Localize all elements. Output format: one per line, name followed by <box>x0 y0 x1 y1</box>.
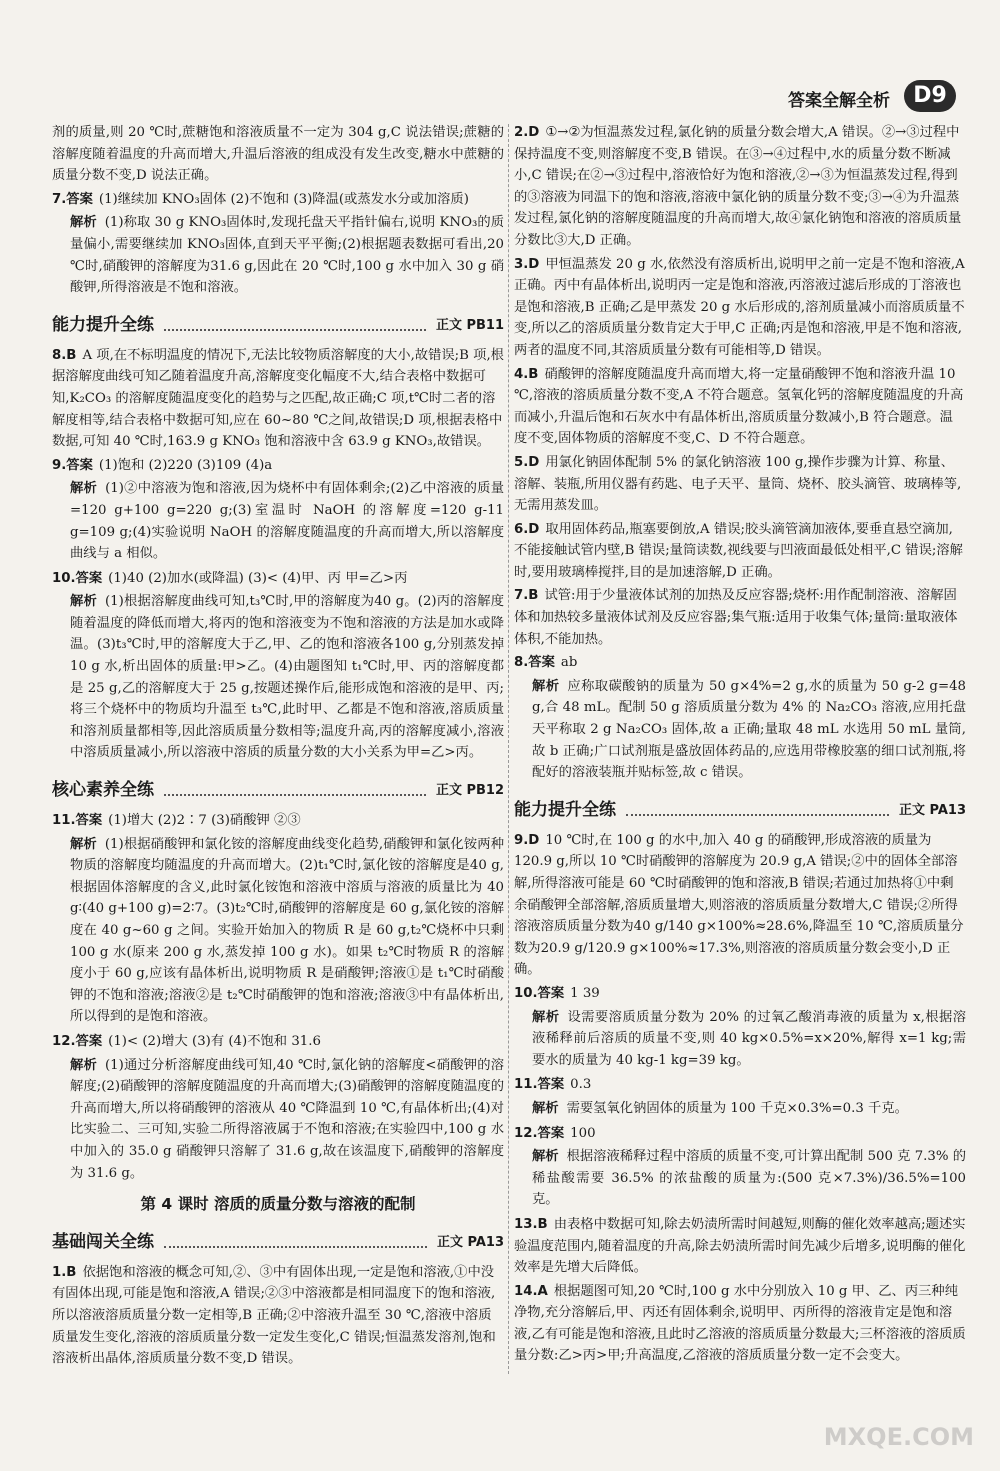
question-13r <box>514 1214 966 1279</box>
section-rule <box>626 814 889 816</box>
question-14r <box>514 1281 966 1367</box>
section-title: 基础闯关全练 <box>52 1232 154 1253</box>
question-number: 11.答案 <box>52 813 103 829</box>
paragraph-continuation: 剂的质量,则 20 ℃时,蔗糖饱和溶液质量不一定为 304 g,C 说法错误;蔗糖的溶解度随着温度的升高而增大,升温后溶液的组成没有发生改变,糖水中蔗糖的质量分数不变,D 说法正确。 <box>52 125 504 184</box>
question-number: 5.D <box>514 454 540 470</box>
question-text: 试管:用于少量液体试剂的加热及反应容器;烧杯:用作配制溶液、溶解固体和加热较多量液体试剂及反应容器;集气瓶:适用于收集气体;量筒:量取液体体积,不能加热。 <box>514 588 958 647</box>
section-title: 能力提升全练 <box>514 800 616 821</box>
left-column <box>52 122 504 1372</box>
explanation <box>52 1055 504 1185</box>
question-7r <box>514 585 966 650</box>
explanation-text: 根据溶液稀释过程中溶质的质量不变,可计算出配制 500 克 7.3% 的稀盐酸需要 36.5% 的浓盐酸的质量为:(500 克×7.3%)/36.5%=100 克。 <box>532 1149 967 1208</box>
section-rule <box>164 329 426 331</box>
question-number: 13.B <box>514 1216 548 1232</box>
page-header <box>0 0 1000 110</box>
question-11r <box>514 1074 966 1096</box>
section-ref: 正文 PA13 <box>436 1235 504 1251</box>
explanation-text: (1)根据硝酸钾和氯化铵的溶解度曲线变化趋势,硝酸钾和氯化铵两种物质的溶解度均随温度的升高而增大。(2)t₁℃时,氯化铵的溶解度是40 g,根据固体溶解度的含义,此时氯化铵饱和溶液中溶质与溶液的质量比为 40 g∶(40 g+100 g)=2∶7。(3)t₂℃时,硝酸钾的溶解度是 60 g,氯化铵的溶解度在 40 g~60 g 之间。实验开始加入的物质 R 是 60 g,t₂℃烧杯中只剩 100 g 水(原来 200 g 水,蒸发掉 100 g 水)。如果 t₂℃时物质 R 的溶解度小于 60 g,应该有晶体析出,说明物质 R 是硝酸钾;溶液①是 t₁℃时硝酸钾的不饱和溶液;溶液②是 t₂℃时硝酸钾的饱和溶液;溶液③中有晶体析出,所以得到的是饱和溶液。 <box>70 836 505 1025</box>
explanation-tag: 解析 <box>532 1100 559 1116</box>
column-divider <box>508 124 509 1374</box>
section-title: 核心素养全练 <box>52 780 154 801</box>
question-number: 1.B <box>52 1264 77 1280</box>
header-title: 答案全解全析 <box>788 91 890 111</box>
question-number: 3.D <box>514 256 540 272</box>
question-text: 硝酸钾的溶解度随温度升高而增大,将一定量硝酸钾不饱和溶液升温 10 ℃,溶液的溶质质量分数不变,A 不符合题意。氢氧化钙的溶解度随温度的升高而减小,升温后饱和石灰水中有晶体析出,溶质质量分数减小,B 符合题意。温度不变,固体物质的溶解度不变,C、D 不符合题意。 <box>514 366 964 447</box>
explanation-tag: 解析 <box>532 1149 559 1165</box>
question-number: 6.D <box>514 521 540 537</box>
question-9 <box>52 455 504 477</box>
explanation-tag: 解析 <box>532 1009 560 1025</box>
question-number: 9.D <box>514 832 540 848</box>
question-text: ①→②为恒温蒸发过程,氯化钠的质量分数会增大,A 错误。②→③过程中保持温度不变,则溶解度不变,B 错误。在③→④过程中,水的质量分数不断减小,C 错误;在②→③过程中,溶液恰好为饱和溶液,②→③为恒温蒸发过程,得到的③溶液为同温下的饱和溶液,溶液中氯化钠的质量分数不变;③→④为升温蒸发过程,氯化钠的溶解度随温度的升高而增大,故④氯化钠饱和溶液的溶质质量分数比③大,D 正确。 <box>514 125 962 248</box>
explanation-tag: 解析 <box>70 481 98 497</box>
question-number: 8.答案 <box>514 655 555 671</box>
explanation <box>52 834 504 1028</box>
question-text: 10 ℃时,在 100 g 的水中,加入 40 g 的硝酸钾,形成溶液的质量为 120.9 g,所以 10 ℃时硝酸钾的溶解度为 20.9 g,A 错误;②中的固体全部溶解,所得溶液可能是 60 ℃时硝酸钾的饱和溶液,B 错误;若通过加热将①中剩余硝酸钾全部溶解,溶质质量增大,则溶液的溶质质量分数增大,C 错误;②所得溶液溶质质量分数为40 g/140 g×100%≈28.6%,降温至 10 ℃,溶质质量分数为20.9 g/120.9 g×100%≈17.3%,则溶液的溶质质量分数会变小,D 正确。 <box>514 832 964 978</box>
question-number: 9.答案 <box>52 457 93 473</box>
explanation <box>52 478 504 564</box>
question-number: 12.答案 <box>52 1033 103 1049</box>
explanation-tag: 解析 <box>70 1057 97 1073</box>
explanation-tag: 解析 <box>70 594 97 610</box>
question-12 <box>52 1031 504 1053</box>
question-number: 14.A <box>514 1283 548 1299</box>
explanation-text: 设需要溶质质量分数为 20% 的过氧乙酸消毒液的质量为 x,根据溶液稀释前后溶质的质量不变,则 40 kg×0.5%=x×20%,解得 x=1 kg;需要水的质量为 40 kg-1 kg=39 kg。 <box>532 1009 966 1068</box>
question-number: 11.答案 <box>514 1077 565 1093</box>
question-12r <box>514 1123 966 1145</box>
question-number: 7.B <box>514 588 539 604</box>
explanation <box>514 1007 966 1072</box>
watermark-logo <box>774 1371 974 1451</box>
question-8r <box>514 652 966 674</box>
question-8 <box>52 345 504 453</box>
question-7 <box>52 189 504 211</box>
lesson-title: 第 4 课时 溶质的质量分数与溶液的配制 <box>140 1195 416 1214</box>
explanation-text: 需要氢氧化钠固体的质量为 100 千克×0.3%=0.3 千克。 <box>566 1100 908 1116</box>
answer-text: (1)40 (2)加水(或降温) (3)< (4)甲、丙 甲=乙>丙 <box>108 570 408 586</box>
question-text: 用氯化钠固体配制 5% 的氯化钠溶液 100 g,操作步骤为计算、称量、溶解、装瓶,所用仪器有药匙、电子天平、量筒、烧杯、胶头滴管、玻璃棒等,无需用蒸发皿。 <box>514 454 962 514</box>
section-heading <box>52 776 504 802</box>
question-4 <box>514 364 966 450</box>
answer-text: 1 39 <box>570 985 600 1001</box>
answer-text: (1)< (2)增大 (3)有 (4)不饱和 31.6 <box>108 1033 321 1049</box>
question-5 <box>514 452 966 517</box>
explanation-text: (1)根据溶解度曲线可知,t₃℃时,甲的溶解度为40 g。(2)丙的溶解度随着温度的降低而增大,将丙的饱和溶液变为不饱和溶液的方法是加水或降温。(3)t₃℃时,甲的溶解度大于乙,甲、乙的饱和溶液各100 g,分别蒸发掉10 g 水,析出固体的质量:甲>乙。(4)由题图知 t₁℃时,甲、丙的溶解度都是 25 g,乙的溶解度大于 25 g,按题述操作后,能形成饱和溶液的是甲、丙;将三个烧杯中的物质均升温至 t₃℃,此时甲、乙都是不饱和溶液,溶质质量和溶剂质量都相等,因此溶质质量分数相等;温度升高,丙的溶解度减小,溶液中溶质质量减小,所以溶液中溶质的质量分数的大小关系为甲=乙>丙。 <box>70 594 504 761</box>
explanation-text: (1)通过分析溶解度曲线可知,40 ℃时,氯化钠的溶解度<硝酸钾的溶解度;(2)硝酸钾的溶解度随温度的升高而增大;(3)硝酸钾的溶解度随温度的升高而增大,所以将硝酸钾的溶液从 40 ℃降温到 10 ℃,有晶体析出;(4)对比实验二、三可知,实验二所得溶液属于不饱和溶液;在实验四中,100 g 水中加入的 35.0 g 硝酸钾只溶解了 31.6 g,故在该温度下,硝酸钾的溶解度为 31.6 g。 <box>70 1057 504 1181</box>
question-3 <box>514 254 966 362</box>
explanation-tag: 解析 <box>70 215 97 231</box>
answer-text: (1)继续加 KNO₃固体 (2)不饱和 (3)降温(或蒸发水分或加溶质) <box>98 191 469 207</box>
question-11 <box>52 810 504 832</box>
explanation-text: (1)②中溶液为饱和溶液,因为烧杯中有固体剩余;(2)乙中溶液的质量=120 g+100 g=220 g;(3)室温时 NaOH 的溶解度=120 g-11 g=109 g;(4)实验说明 NaOH 的溶解度随温度的升高而增大,所以溶解度曲线与 a 相似。 <box>70 481 504 562</box>
question-number: 10.答案 <box>514 985 565 1001</box>
section-ref: 正文 PB11 <box>435 318 504 334</box>
answer-text: 100 <box>570 1125 596 1141</box>
section-ref: 正文 PA13 <box>898 803 966 819</box>
section-heading <box>52 1228 504 1254</box>
question-9r <box>514 830 966 981</box>
question-text: 由表格中数据可知,除去奶渍所需时间越短,则酶的催化效率越高;题述实验温度范围内,随着温度的升高,除去奶渍所需时间先减少后增多,说明酶的催化效率是先增大后降低。 <box>514 1216 966 1276</box>
page-number-badge: D9 <box>904 80 956 112</box>
answer-text: (1)增大 (2)2∶7 (3)硝酸钾 ②③ <box>108 813 301 829</box>
section-heading <box>52 311 504 337</box>
explanation <box>52 212 504 298</box>
question-number: 8.B <box>52 347 77 363</box>
explanation <box>514 1146 966 1211</box>
explanation <box>514 676 966 784</box>
question-text: A 项,在不标明温度的情况下,无法比较物质溶解度的大小,故错误;B 项,根据溶解度曲线可知乙随着温度升高,溶解度变化幅度不大,结合表格中数据可知,K₂CO₃ 的溶解度随温度变化的趋势与之匹配,故正确;C 项,t℃时二者的溶解度相等,结合表格中数据可知,应在 60~80 ℃之间,故错误;D 项,根据表格中数据,可知 40 ℃时,163.9 g KNO₃ 饱和溶液中含 63.9 g KNO₃,故错误。 <box>52 347 504 450</box>
explanation-tag: 解析 <box>70 836 97 852</box>
question-text: 甲恒温蒸发 20 g 水,依然没有溶质析出,说明甲之前一定是不饱和溶液,A 正确。丙中有晶体析出,说明丙一定是饱和溶液,丙溶液过滤后形成的丁溶液也是饱和溶液,B 正确;乙是甲蒸发 20 g 水后形成的,溶剂质量减小而溶质质量不变,所以乙的溶质质量分数肯定大于甲,C 正确;丙是饱和溶液,甲是不饱和溶液,两者的温度不同,其溶质质量分数有可能相等,D 错误。 <box>514 256 965 358</box>
question-2 <box>514 122 966 252</box>
question-number: 2.D <box>514 125 540 140</box>
question-text: 根据题图可知,20 ℃时,100 g 水中分别放入 10 g 甲、乙、丙三种纯净物,充分溶解后,甲、丙还有固体剩余,说明甲、丙所得的溶液肯定是饱和溶液,乙有可能是饱和溶液,且此时乙溶液的溶质质量分数最大;三杯溶液的溶质质量分数:乙>丙>甲;升高温度,乙溶液的溶质质量分数一定不会变大。 <box>514 1283 966 1364</box>
explanation-tag: 解析 <box>532 678 560 694</box>
watermark-text: MXQE.COM <box>823 1423 974 1451</box>
question-number: 4.B <box>514 366 539 382</box>
question-number: 10.答案 <box>52 570 103 586</box>
answer-text: ab <box>560 655 578 671</box>
right-column <box>514 122 966 1369</box>
question-text: 依据饱和溶液的概念可知,②、③中有固体出现,一定是饱和溶液,①中没有固体出现,可能是饱和溶液,A 错误;②③中溶液都是相同温度下的饱和溶液,所以溶液溶质质量分数一定相等,B 正确;②中溶液升温至 30 ℃,溶液中溶质质量发生变化,溶液的溶质质量分数一定发生变化,C 错误;恒温蒸发溶剂,饱和溶液析出晶体,溶质质量分数不变,D 错误。 <box>52 1264 496 1367</box>
question-6 <box>514 519 966 584</box>
question-number: 12.答案 <box>514 1125 565 1141</box>
section-ref: 正文 PB12 <box>435 783 504 799</box>
section-rule <box>164 1246 427 1248</box>
explanation <box>52 591 504 764</box>
explanation-text: 应称取碳酸钠的质量为 50 g×4%=2 g,水的质量为 50 g-2 g=48 g,合 48 mL。配制 50 g 溶质质量分数为 4% 的 Na₂CO₃ 溶液,应用托盘天平称取 2 g Na₂CO₃ 固体,故 a 正确;量取 48 mL 水选用 50 mL 量筒,故 b 正确;广口试剂瓶是盛放固体药品的,应选用带橡胶塞的细口试剂瓶,将配好的溶液装瓶并贴标签,故 c 错误。 <box>532 678 967 781</box>
section-heading <box>514 796 966 822</box>
question-1 <box>52 1262 504 1370</box>
explanation <box>514 1098 966 1120</box>
question-number: 7.答案 <box>52 191 93 207</box>
question-text: 取用固体药品,瓶塞要倒放,A 错误;胶头滴管滴加液体,要垂直悬空滴加,不能接触试管内壁,B 错误;量筒读数,视线要与凹液面最低处相平,C 错误;溶解时,要用玻璃棒搅拌,目的是加速溶解,D 正确。 <box>514 521 963 580</box>
explanation-text: (1)称取 30 g KNO₃固体时,发现托盘天平指针偏右,说明 KNO₃的质量偏小,需要继续加 KNO₃固体,直到天平平衡;(2)根据题表数据可看出,20 ℃时,硝酸钾的溶解度为31.6 g,因此在 20 ℃时,100 g 水中加入 30 g 硝酸钾,所得溶液是不饱和溶液。 <box>70 215 504 296</box>
section-title: 能力提升全练 <box>52 315 154 336</box>
answer-text: 0.3 <box>570 1077 592 1093</box>
question-10 <box>52 568 504 590</box>
question-10r <box>514 983 966 1005</box>
answer-text: (1)饱和 (2)220 (3)109 (4)a <box>98 457 273 473</box>
section-rule <box>164 794 426 796</box>
